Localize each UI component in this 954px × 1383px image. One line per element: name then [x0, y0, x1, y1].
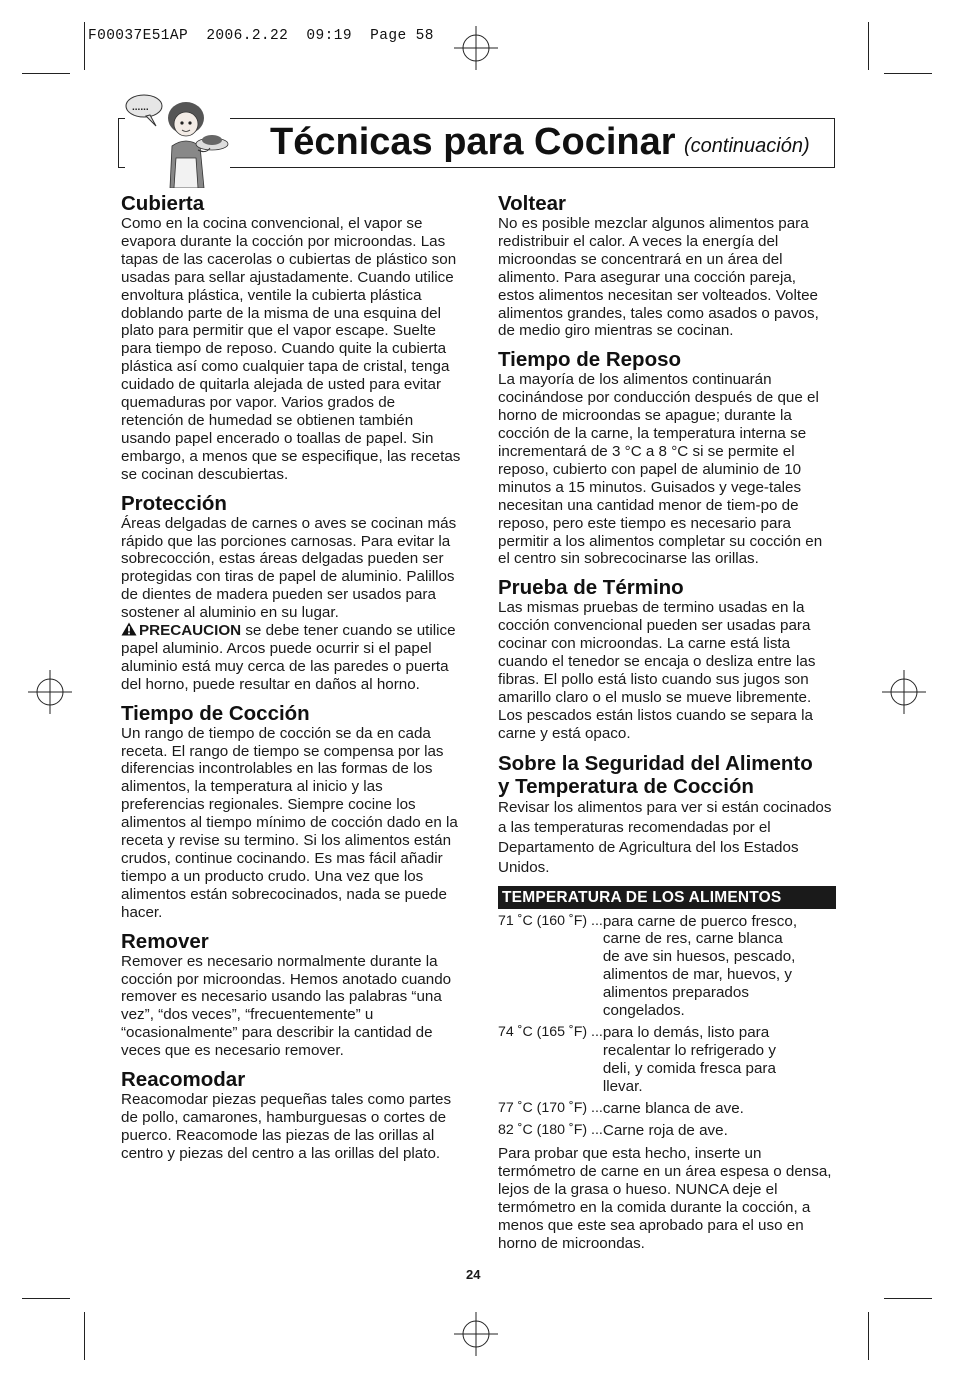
temperature-table: [498, 913, 836, 1140]
temperature-desc: Carne roja de ave.: [602, 1121, 728, 1139]
heading-reacomodar: Reacomodar: [121, 1068, 246, 1092]
temperature-desc: para lo demás, listo para recalentar lo refrigerado y deli, y comida fresca para llevar.: [602, 1024, 776, 1095]
temperature-table-header: TEMPERATURA DE LOS ALIMENTOS: [498, 886, 836, 909]
temperature-label: 74 ˚C (165 ˚F) ...: [498, 1024, 603, 1040]
caution-word: PRECAUCION: [139, 622, 242, 640]
body-prueba-termino: Las mismas pruebas de termino usadas en la cocción convencional pueden ser usadas para cocinar con microondas. La carne está lista cuando el tenedor se encaja o desliza entre las fibras. El pollo está listo cuando sus jugos son amarillo claro o el muslo se mueve libremente. Los pescados están listos cuando se separa la carne y está opaco.: [498, 599, 816, 742]
page-number: 24: [466, 1267, 481, 1282]
heading-seguridad-line1: Sobre la Seguridad del Alimento: [498, 751, 813, 775]
body-tiempo-coccion: Un rango de tiempo de cocción se da en cada receta. El rango de tiempo se compensa por las diferencias incontrolables en las formas de los alimentos, la temperatura al inicio y las preferencias regionales. Siempre cocine los alimentos al tiempo mínimo de cocción dado en la receta y revise su termino. Si los alimentos están crudos, continue cocinando. Es mas fácil añadir tiempo a un producto crudo. Una vez que los alimentos están sobrecocinados, nada se puede hacer.: [121, 724, 458, 921]
section-tiempo-coccion: [121, 703, 461, 922]
section-cubierta: [121, 193, 461, 484]
registration-mark-right: [882, 670, 926, 714]
registration-mark-left: [28, 670, 72, 714]
body-seguridad: Revisar los alimentos para ver si están cocinados a las temperaturas recomendadas por el Departamento de Agricultura del los Estados Unidos.: [498, 798, 832, 876]
body-tiempo-reposo: La mayoría de los alimentos continuarán cocinándose por conducción después de que el horno de microondas se apague; durante la cocción de la carne, la temperatura interna se incrementará de 3 °C a 8 °C si se permite el reposo, cubierto con papel de aluminio de 10 minutos a 15 minutos. Guisados y vege-tales necesitan una cantidad menor de tiem-po de reposo, pero este tiempo es necesario para permitir a los alimentos completar su cocción en el centro sin sobrecocinarse las orillas.: [498, 371, 823, 568]
temperature-row: [498, 1024, 836, 1096]
temperature-row: [498, 913, 836, 1020]
section-reacomodar: [121, 1069, 461, 1163]
section-prueba-termino: [498, 577, 836, 742]
warning-triangle-icon: [121, 622, 137, 636]
chef-illustration-icon: [120, 88, 230, 188]
body-reacomodar: Reacomodar piezas pequeñas tales como partes de pollo, camarones, hamburguesas o cortes de puerco. Reacomode las piezas de las orillas al centro y piezas del centro a las orillas del plato.: [121, 1091, 452, 1162]
temperature-desc: carne blanca de ave.: [602, 1099, 744, 1117]
temperature-label: 82 ˚C (180 ˚F) ...: [498, 1121, 603, 1138]
closing-paragraph: Para probar que esta hecho, inserte un termómetro de carne en un área espesa o densa, lejos de la grasa o hueso. NUNCA deje el termómetro en la comida durante la cocción, a menos que este sea aprobado para el uso en horno de microondas.: [498, 1145, 832, 1252]
temperature-row: [498, 1100, 836, 1118]
body-remover: Remover es necesario normalmente durante la cocción por microondas. Hemos anotado cuando remover es necesario usando las palabras “una vez”, “dos veces”, “frecuentemente” u “ocasionalmente” para describir la cantidad de veces que es necesario remover.: [121, 952, 452, 1060]
temperature-label: 71 ˚C (160 ˚F) ...: [498, 912, 603, 929]
section-voltear: [498, 193, 836, 340]
registration-mark-top: [454, 26, 498, 70]
registration-mark-bottom: [454, 1312, 498, 1356]
right-column: [498, 193, 836, 1253]
temperature-desc: para carne de puerco fresco, carne de res, carne blanca de ave sin huesos, pescado, alimentos de mar, huevos, y alimentos preparados congelados.: [602, 912, 798, 1020]
heading-tiempo-reposo: Tiempo de Reposo: [498, 348, 682, 372]
section-tiempo-reposo: [498, 349, 836, 568]
temperature-row: [498, 1122, 836, 1140]
heading-seguridad-line2: y Temperatura de Cocción: [498, 774, 754, 798]
section-seguridad: [498, 752, 836, 878]
print-slug: F00037E51AP 2006.2.22 09:19 Page 58: [88, 28, 434, 44]
left-column: [121, 193, 461, 1172]
section-remover: [121, 931, 461, 1060]
section-proteccion: [121, 493, 461, 694]
temperature-label: 77 ˚C (170 ˚F) ...: [498, 1099, 603, 1116]
heading-cubierta: Cubierta: [121, 192, 205, 215]
heading-prueba-termino: Prueba de Término: [498, 576, 684, 600]
heading-remover: Remover: [121, 929, 209, 953]
body-proteccion: Áreas delgadas de carnes o aves se cocinan más rápido que las porciones carnosas. Para evitar la sobrecocción, estas áreas delgadas pueden ser protegidas con tiras de papel de aluminio. Palillos de dientes de madera pueden ser usados para sostener al aluminio en su lugar.: [121, 514, 457, 622]
caution-paragraph: [121, 622, 461, 694]
page-subtitle: (continuación): [684, 135, 810, 157]
body-voltear: No es posible mezclar algunos alimentos para redistribuir el calor. A veces la energía del microondas se concentrará en un área del alimento. Para asegurar una cocción pareja, estos alimentos necesitan ser volteados. Voltee alimentos grandes, tales como asados o pavos, de medio giro mientras se cocinan.: [498, 215, 819, 340]
page-title: Técnicas para Cocinar: [270, 121, 676, 163]
svg-text:......: ......: [132, 102, 149, 113]
heading-proteccion: Protección: [121, 491, 227, 515]
heading-voltear: Voltear: [498, 192, 566, 215]
caution-text: se debe tener cuando se utilice papel aluminio. Arcos puede ocurrir si el papel aluminio está muy cerca de las paredes o puerta del horno, puede resultar en daños al horno.: [121, 622, 456, 693]
heading-tiempo-coccion: Tiempo de Cocción: [121, 701, 310, 725]
body-cubierta: Como en la cocina convencional, el vapor se evapora durante la cocción por microondas. Las tapas de las cacerolas o cubiertas de plástico son usadas para sellar ajustadamente. Cuando utilice envoltura plástica, ventile la cubierta plástica doblando parte de la misma de una esquina del plato para permitir que el vapor escape. Suelte para tiempo de reposo. Cuando quite la cubierta plástica así como cualquier tapa de cristal, tenga cuidado de quitarla alejada de usted para evitar quemaduras por vapor. Varios grados de retención de humedad se obtienen también usando papel encerado o toallas de papel. Sin embargo, a menos que se especifique, las recetas se cocinan descubiertas.: [121, 215, 461, 483]
